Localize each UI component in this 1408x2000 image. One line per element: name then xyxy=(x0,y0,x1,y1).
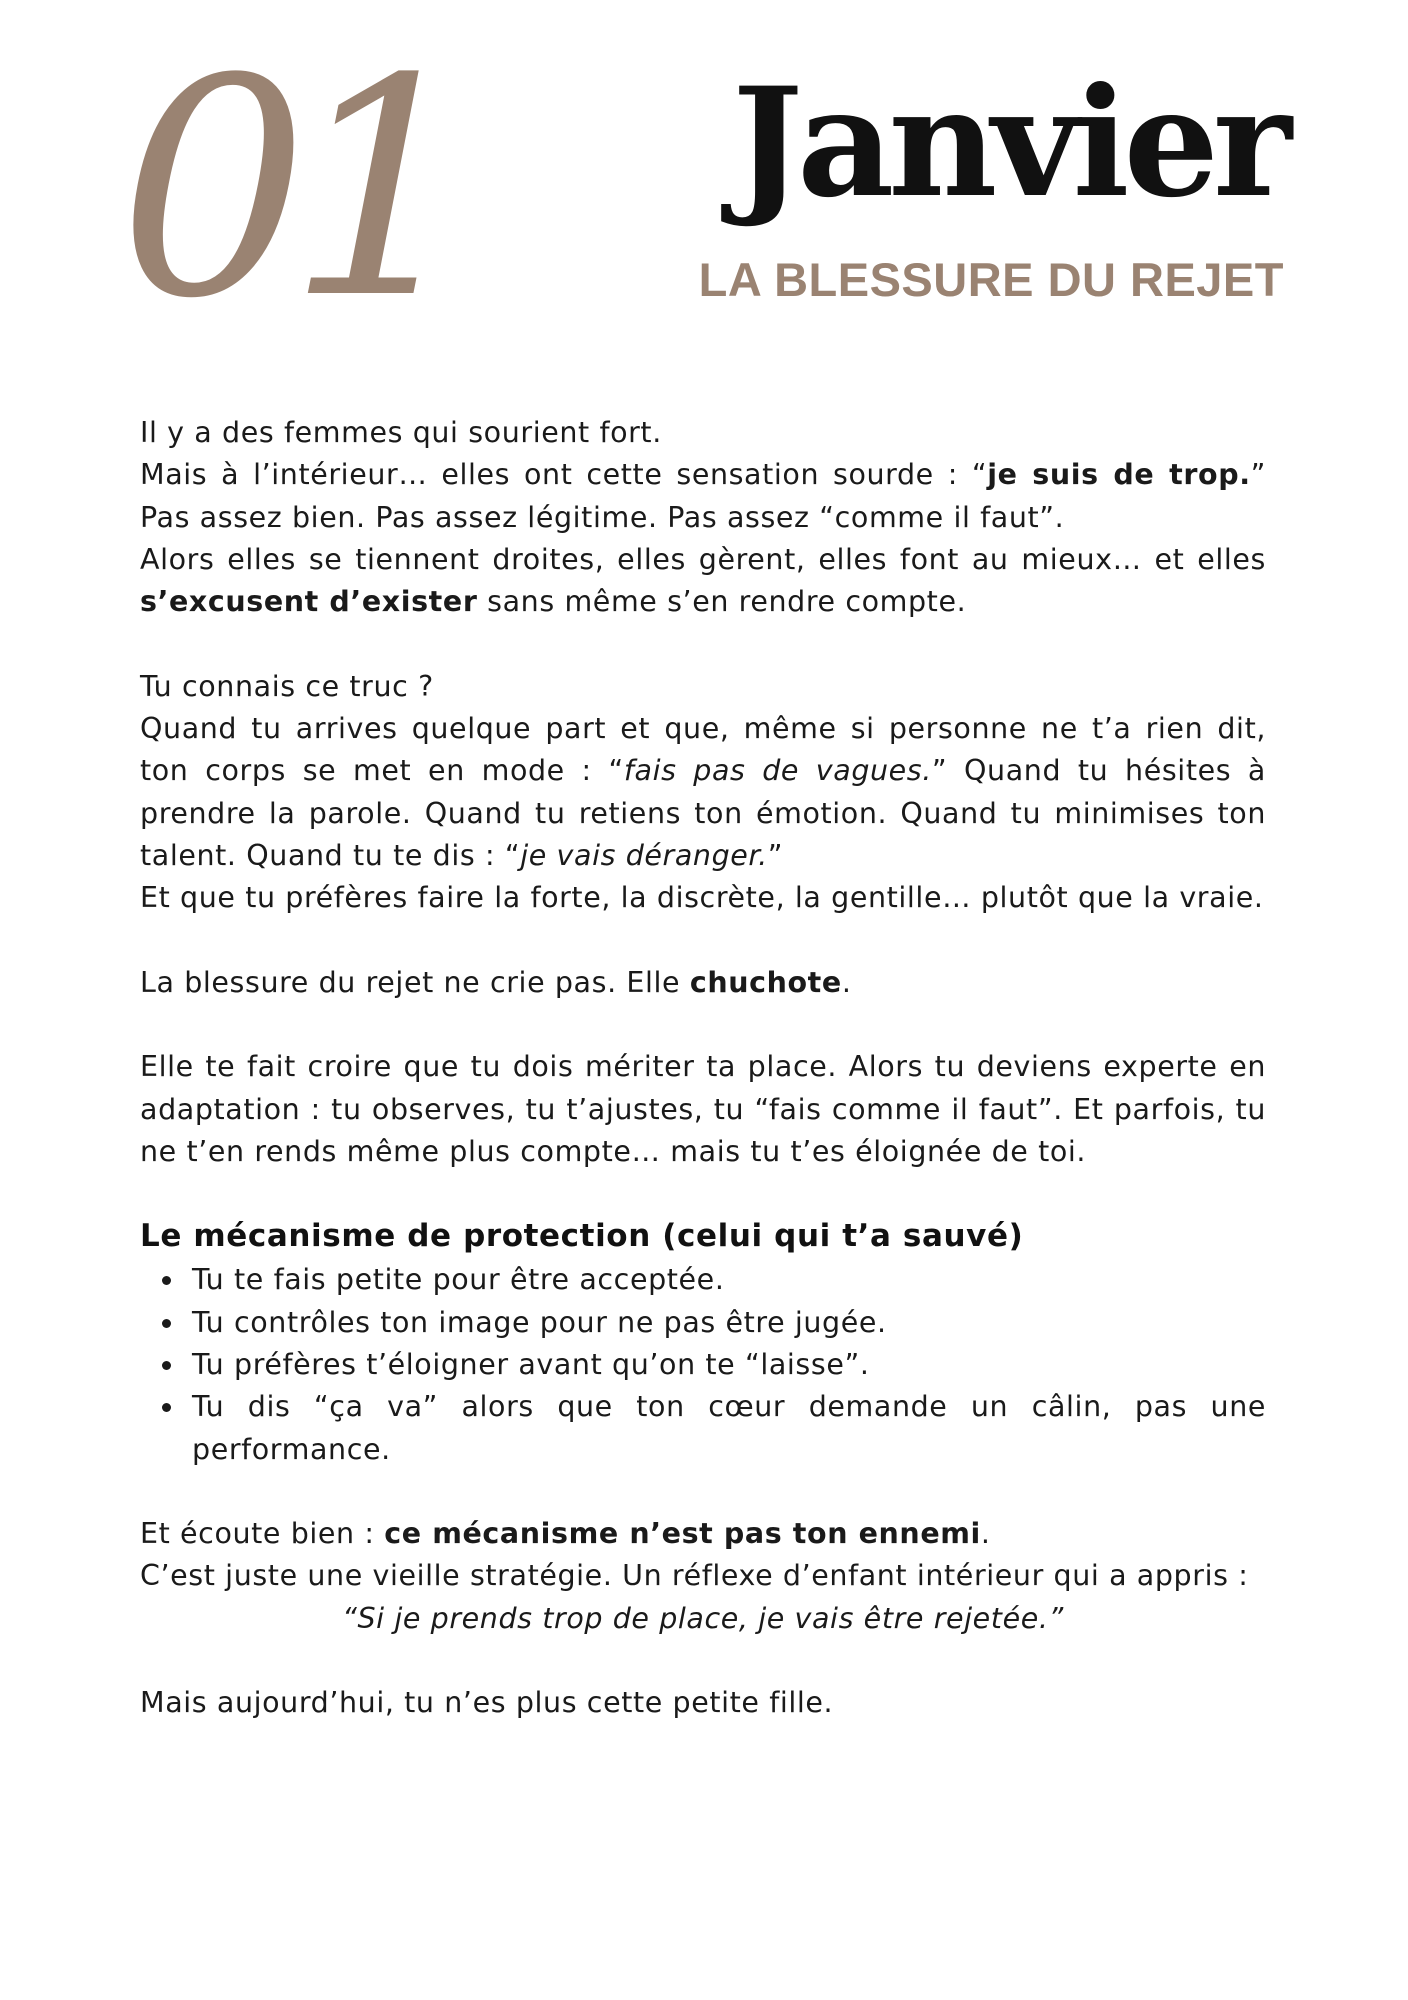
bold-text: je suis de trop. xyxy=(987,458,1251,492)
month-number: 01 xyxy=(118,15,456,364)
list-item: Tu préfères t’éloigner avant qu’on te “laisse”. xyxy=(192,1344,1266,1386)
text-run: Mais à l’intérieur… elles ont cette sensation sourde : “ xyxy=(140,458,988,492)
list-item: Tu contrôles ton image pour ne pas être jugée. xyxy=(192,1302,1266,1344)
text-run: La blessure du rejet ne crie pas. Elle xyxy=(140,965,690,999)
bold-text: s’excusent d’exister xyxy=(140,585,478,619)
paragraph-2-line-1: Tu connais ce truc ? xyxy=(140,669,434,703)
text-run: ” Pas assez bien. Pas assez légitime. Pas assez “comme il faut”. xyxy=(140,458,1266,534)
section-heading: Le mécanisme de protection (celui qui t’a sauvé) xyxy=(140,1218,1024,1255)
chapter-subtitle: LA BLESSURE DU REJET xyxy=(698,253,1284,306)
paragraph-1-line-3 xyxy=(140,539,1266,624)
paragraph-1-line-1: Il y a des femmes qui sourient fort. xyxy=(140,416,662,449)
text-run: ” xyxy=(767,838,784,872)
text-run: . xyxy=(980,1517,991,1551)
month-title: Janvier xyxy=(732,55,1286,231)
italic-text: fais pas de vagues. xyxy=(623,754,932,788)
text-run: Quand tu arrives quelque part et que, même si personne ne t’a rien dit, ton corps se met en mode : “ xyxy=(140,712,1266,788)
text-run: sans même s’en rendre compte. xyxy=(477,585,967,619)
quote: “Si je prends trop de place, je vais être rejetée.” xyxy=(342,1601,1064,1635)
paragraph-5-line-1 xyxy=(140,1513,1266,1555)
paragraph-4: Elle te fait croire que tu dois mériter ta place. Alors tu deviens experte en adaptation : tu observes, tu t’ajustes, tu “fais comme il faut”. Et parfois, tu ne t’en rends même plus compte… mais tu t’es éloignée de toi. xyxy=(140,1050,1266,1169)
text-run: . xyxy=(841,965,852,999)
text-run: Alors elles se tiennent droites, elles gèrent, elles font au mieux… et elles xyxy=(140,542,1266,576)
paragraph-2-line-3: Et que tu préfères faire la forte, la discrète, la gentille… plutôt que la vraie. xyxy=(140,881,1264,915)
body-text xyxy=(140,412,1266,1725)
paragraph-6: Mais aujourd’hui, tu n’es plus cette petite fille. xyxy=(140,1686,834,1720)
italic-text: je vais déranger. xyxy=(520,838,768,872)
list-item: Tu dis “ça va” alors que ton cœur demande un câlin, pas une performance. xyxy=(192,1386,1266,1471)
bold-text: ce mécanisme n’est pas ton ennemi xyxy=(384,1517,981,1551)
paragraph-5-line-2: C’est juste une vieille stratégie. Un réflexe d’enfant intérieur qui a appris : xyxy=(140,1559,1249,1593)
bold-text: chuchote xyxy=(689,965,842,999)
paragraph-3 xyxy=(140,962,1266,1004)
bullet-list xyxy=(140,1259,1266,1470)
paragraph-2-line-2 xyxy=(140,708,1266,877)
text-run: ” Quand tu hésites à prendre la parole. Quand tu retiens ton émotion. Quand tu minimises ton talent. Quand tu te dis : “ xyxy=(140,754,1266,872)
list-item: Tu te fais petite pour être acceptée. xyxy=(192,1259,1266,1301)
paragraph-1-line-2 xyxy=(140,454,1266,539)
text-run: Et écoute bien : xyxy=(140,1517,385,1551)
